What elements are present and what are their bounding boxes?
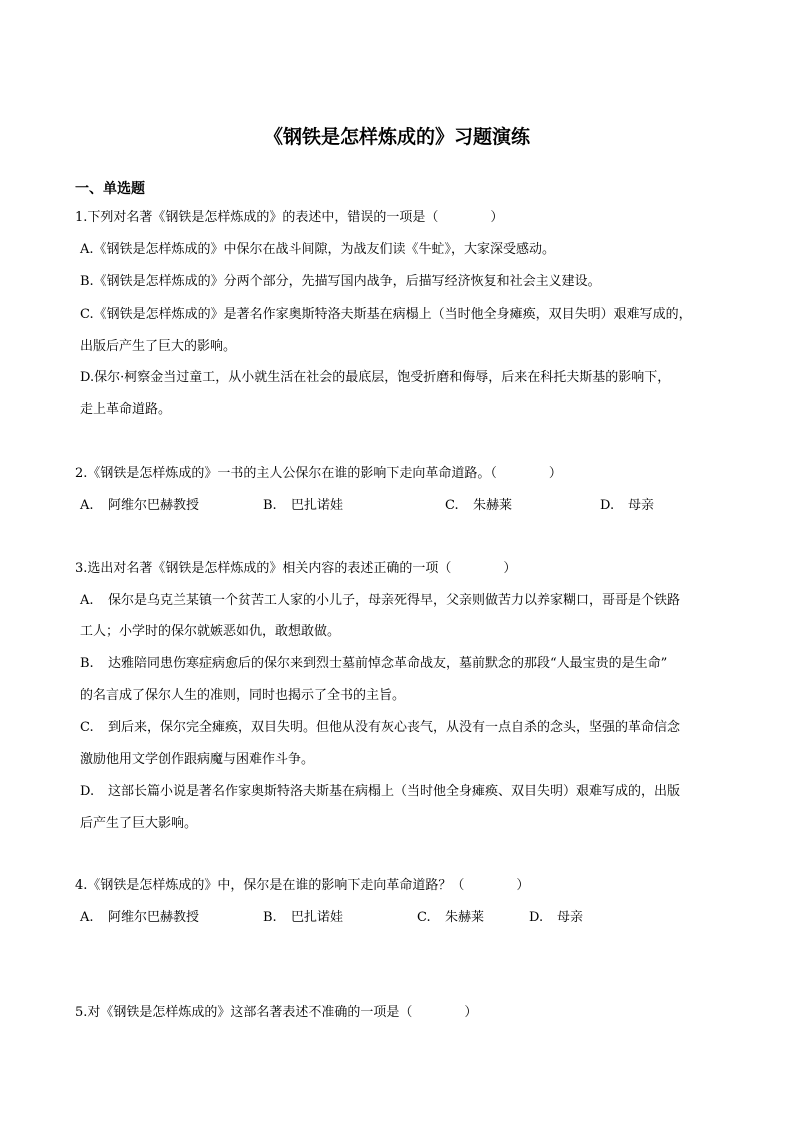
page-title: 《钢铁是怎样炼成的》习题演练 — [263, 126, 530, 148]
question-1-option-d-cont: 走上革命道路。 — [80, 402, 172, 417]
question-1-option-c: C.《钢铁是怎样炼成的》是著名作家奥斯特洛夫斯基在病榻上（当时他全身瘫痪，双目失明）艰难写成的， — [80, 307, 692, 322]
question-4-stem: 4.《钢铁是怎样炼成的》中，保尔是在谁的影响下走向革命道路？（ ） — [75, 878, 530, 893]
question-2-option-d: D. 母亲 — [600, 498, 655, 513]
question-3-option-a-cont: 工人；小学时的保尔就嫉恶如仇，敢想敢做。 — [80, 624, 341, 639]
question-4-option-c: C. 朱赫莱 — [417, 910, 485, 925]
question-3-option-b-cont: 的名言成了保尔人生的准则，同时也揭示了全书的主旨。 — [80, 688, 406, 703]
question-3-option-d: D. 这部长篇小说是著名作家奥斯特洛夫斯基在病榻上（当时他全身瘫痪、双目失明）艰难写成的，出版 — [80, 784, 681, 799]
question-3-option-c-cont: 激励他用文学创作跟病魔与困难作斗争。 — [80, 752, 315, 767]
question-2-stem: 2.《钢铁是怎样炼成的》一书的主人公保尔在谁的影响下走向革命道路。（ ） — [75, 466, 562, 481]
question-4-options — [80, 908, 720, 928]
question-2-option-a: A. 阿维尔巴赫教授 — [80, 498, 200, 513]
question-1-option-c-cont: 出版后产生了巨大的影响。 — [80, 339, 237, 354]
question-3-option-b: B. 达雅陪同患伤寒症病愈后的保尔来到烈士墓前悼念革命战友，墓前默念的那段“人最宝贵的是生命” — [80, 656, 668, 671]
question-1-option-b: B.《钢铁是怎样炼成的》分两个部分，先描写国内战争，后描写经济恢复和社会主义建设。 — [80, 274, 601, 289]
question-4-option-d: D. 母亲 — [529, 910, 584, 925]
question-4-option-b: B. 巴扎诺娃 — [263, 910, 344, 925]
question-4-option-a: A. 阿维尔巴赫教授 — [80, 910, 200, 925]
question-3-stem: 3.选出对名著《钢铁是怎样炼成的》相关内容的表述正确的一项（ ） — [75, 561, 517, 576]
question-3-option-a: A. 保尔是乌克兰某镇一个贫苦工人家的小儿子，母亲死得早，父亲则做苦力以养家糊口，哥哥是个铁路 — [80, 593, 681, 608]
question-2-option-c: C. 朱赫莱 — [445, 498, 513, 513]
question-1-stem: 1.下列对名著《钢铁是怎样炼成的》的表述中，错误的一项是（ ） — [75, 210, 504, 225]
question-3-option-d-cont: 后产生了巨大影响。 — [80, 816, 198, 831]
question-5-stem: 5.对《钢铁是怎样炼成的》这部名著表述不准确的一项是（ ） — [75, 1005, 478, 1020]
question-2-options — [80, 496, 720, 516]
question-1-option-d: D.保尔·柯察金当过童工，从小就生活在社会的最底层，饱受折磨和侮辱，后来在科托夫斯基的影响下， — [80, 370, 671, 385]
question-2-option-b: B. 巴扎诺娃 — [263, 498, 344, 513]
question-1-option-a: A.《钢铁是怎样炼成的》中保尔在战斗间隙，为战友们读《牛虻》，大家深受感动。 — [80, 242, 556, 257]
section-heading: 一、单选题 — [75, 181, 145, 197]
question-3-option-c: C. 到后来，保尔完全瘫痪，双目失明。但他从没有灰心丧气，从没有一点自杀的念头，坚强的革命信念 — [80, 720, 681, 735]
